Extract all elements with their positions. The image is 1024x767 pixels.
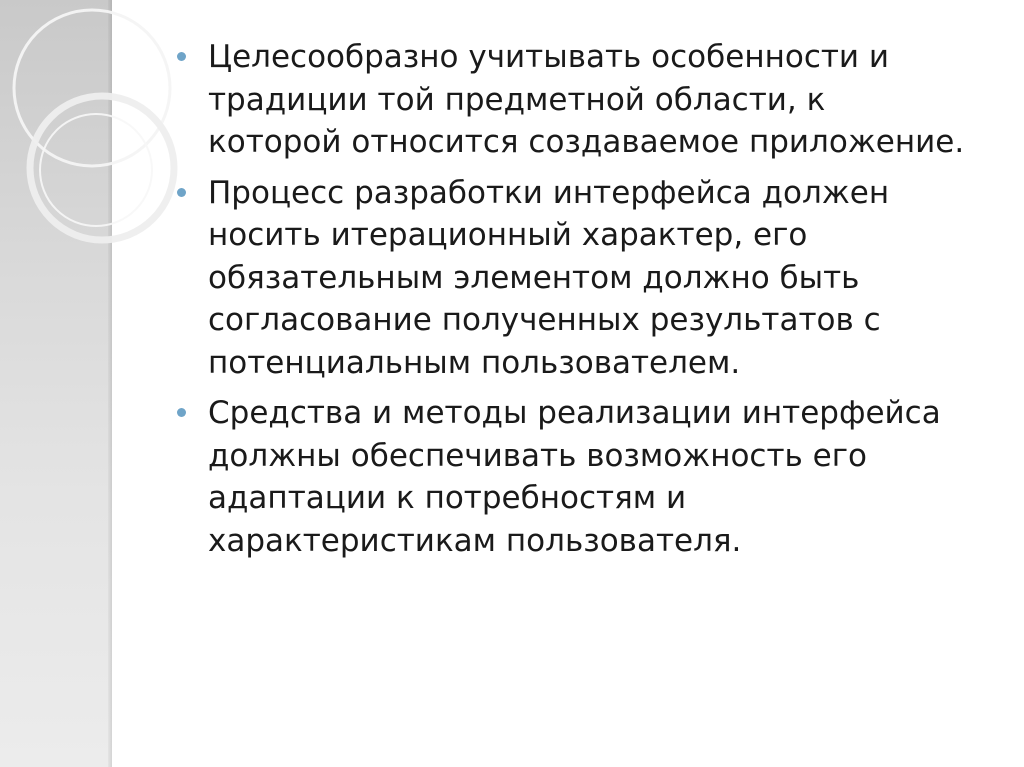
bullet-item — [170, 392, 970, 562]
bullet-dot-icon — [177, 52, 186, 61]
slide-content — [170, 36, 970, 570]
decorative-rings-icon — [0, 0, 140, 260]
bullet-dot-icon — [177, 408, 186, 417]
bullet-text: Целесообразно учитывать особенности и традиции той предметной области, к которой относится создаваемое приложение. — [208, 39, 965, 160]
bullet-dot-icon — [177, 188, 186, 197]
bullet-list — [170, 36, 970, 562]
bullet-text: Средства и методы реализации интерфейса должны обеспечивать возможность его адаптации к потребностям и характеристикам пользователя. — [208, 395, 941, 559]
bullet-text: Процесс разработки интерфейса должен носить итерационный характер, его обязательным элементом должно быть согласование полученных результатов с потенциальным пользователем. — [208, 174, 890, 381]
bullet-item — [170, 172, 970, 385]
bullet-item — [170, 36, 970, 164]
